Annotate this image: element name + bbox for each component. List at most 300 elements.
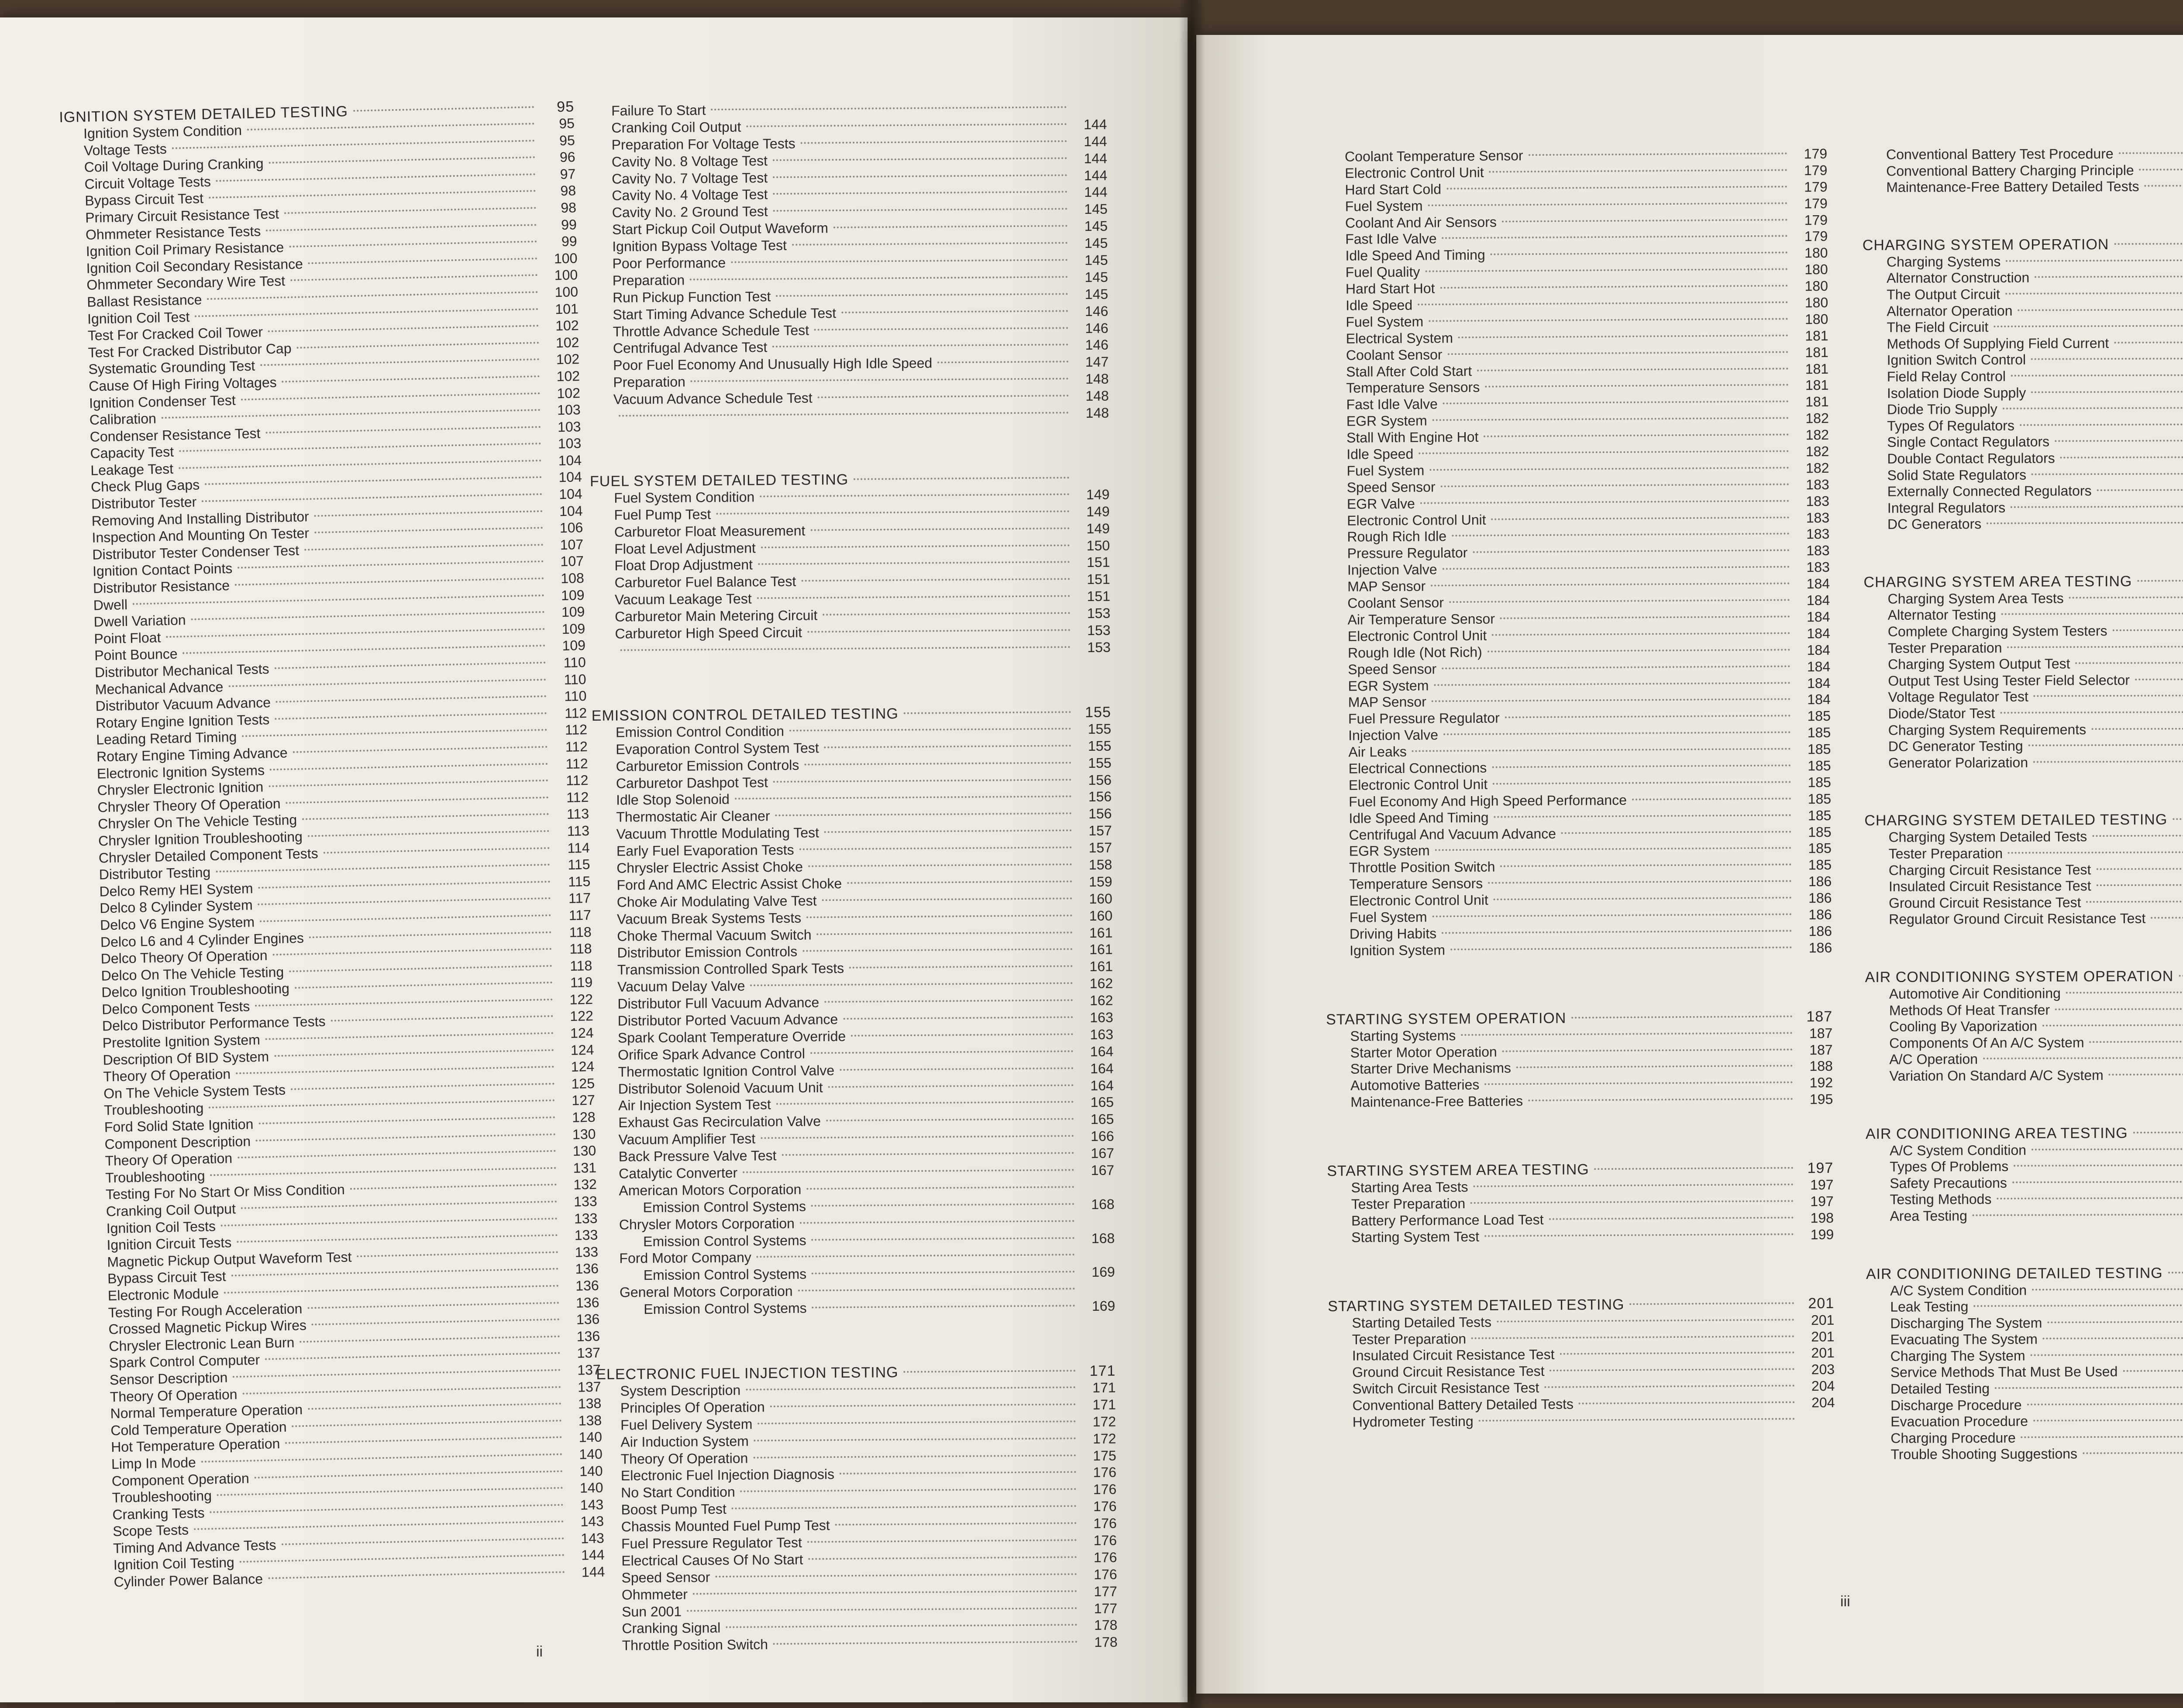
entry-title: Ground Circuit Resistance Test bbox=[1352, 1363, 1545, 1380]
dot-leader bbox=[1502, 1048, 1793, 1052]
toc-entry bbox=[1863, 383, 2183, 401]
toc-entry bbox=[1329, 1411, 1835, 1430]
entry-page-number: 130 bbox=[572, 1142, 596, 1159]
entry-title: Ford Solid State Ignition bbox=[104, 1116, 254, 1135]
entry-page-number: 183 bbox=[1806, 493, 1830, 509]
dot-leader bbox=[773, 1641, 1078, 1645]
dot-leader bbox=[2033, 760, 2183, 763]
dot-leader bbox=[307, 1302, 559, 1309]
dot-leader bbox=[207, 291, 538, 300]
entry-title: Conventional Battery Charging Principle bbox=[1886, 162, 2134, 179]
entry-title: Charging System Detailed Tests bbox=[1888, 828, 2087, 845]
entry-title: Generator Polarization bbox=[1888, 754, 2028, 771]
dot-leader bbox=[308, 258, 537, 264]
entry-title: Delco Theory Of Operation bbox=[100, 947, 268, 967]
section-page-number: 187 bbox=[1806, 1008, 1833, 1025]
entry-page-number: 151 bbox=[1087, 588, 1111, 605]
dot-leader bbox=[1492, 764, 1790, 768]
entry-title: Ignition Circuit Tests bbox=[107, 1234, 232, 1253]
entry-title: Trouble Shooting Suggestions bbox=[1890, 1446, 2078, 1463]
entry-title: Voltage Tests bbox=[83, 141, 167, 158]
dot-leader bbox=[166, 628, 545, 638]
entry-title: Ignition Switch Control bbox=[1887, 352, 2026, 368]
entry-title: System Description bbox=[620, 1382, 741, 1399]
dot-leader bbox=[1420, 500, 1789, 504]
dot-leader bbox=[2123, 1370, 2183, 1372]
toc-entry bbox=[1863, 285, 2183, 302]
entry-title: Theory Of Operation bbox=[105, 1150, 233, 1169]
dot-leader bbox=[331, 1015, 553, 1022]
entry-title: Coolant Temperature Sensor bbox=[1345, 148, 1523, 165]
entry-page-number: 145 bbox=[1084, 201, 1108, 217]
toc-entry bbox=[1863, 399, 2183, 417]
entry-title: Fuel Economy And High Speed Performance bbox=[1349, 792, 1627, 810]
entry-title: Vacuum Leakage Test bbox=[614, 591, 752, 608]
dot-leader bbox=[761, 544, 1070, 548]
entry-title: Types Of Regulators bbox=[1887, 417, 2014, 434]
entry-page-number: 167 bbox=[1091, 1145, 1114, 1162]
dot-leader bbox=[1494, 814, 1791, 818]
dot-leader bbox=[1493, 781, 1791, 784]
entry-page-number: 184 bbox=[1807, 608, 1830, 625]
entry-title: Emission Control Systems bbox=[644, 1300, 807, 1317]
entry-page-number: 115 bbox=[568, 856, 590, 873]
entry-title: Idle Speed And Timing bbox=[1345, 247, 1485, 264]
toc-entry bbox=[1864, 655, 2183, 673]
entry-title: Cavity No. 8 Voltage Test bbox=[611, 152, 768, 170]
dot-leader bbox=[2168, 1271, 2183, 1273]
dot-leader bbox=[801, 578, 1070, 582]
dot-leader bbox=[2014, 1164, 2183, 1167]
dot-leader bbox=[808, 863, 1072, 867]
entry-page-number: 159 bbox=[1088, 873, 1112, 890]
dot-leader bbox=[1983, 1057, 2183, 1059]
dot-leader bbox=[210, 1504, 563, 1513]
entry-page-number: 103 bbox=[558, 435, 582, 452]
entry-page-number: 176 bbox=[1093, 1498, 1117, 1515]
entry-page-number: 137 bbox=[577, 1345, 601, 1361]
dot-leader bbox=[172, 140, 535, 149]
toc-entry bbox=[1862, 178, 2183, 196]
entry-title: Carburetor Float Measurement bbox=[614, 522, 806, 540]
dot-leader bbox=[2007, 645, 2183, 648]
entry-title: Pressure Regulator bbox=[1347, 545, 1468, 562]
entry-title: EGR Valve bbox=[1346, 495, 1415, 512]
entry-title: Fuel Pressure Regulator Test bbox=[621, 1534, 802, 1552]
entry-title: Limp In Mode bbox=[111, 1454, 196, 1472]
dot-leader bbox=[2008, 851, 2183, 854]
entry-page-number: 176 bbox=[1093, 1515, 1117, 1532]
toc-entry bbox=[1864, 704, 2183, 722]
entry-title: Cranking Coil Output bbox=[106, 1201, 236, 1220]
entry-page-number: 160 bbox=[1089, 890, 1112, 907]
dot-leader bbox=[1484, 434, 1789, 437]
toc-column-3 bbox=[1321, 145, 1835, 1483]
dot-leader bbox=[228, 679, 546, 687]
dot-leader bbox=[1505, 715, 1790, 718]
entry-page-number: 155 bbox=[1088, 738, 1112, 754]
entry-title: Ohmmeter Resistance Tests bbox=[85, 223, 261, 243]
entry-page-number: 169 bbox=[1092, 1264, 1115, 1280]
dot-leader bbox=[1441, 483, 1789, 487]
section-title-text: CHARGING SYSTEM AREA TESTING bbox=[1863, 573, 2132, 591]
entry-title: Chrysler Ignition Troubleshooting bbox=[98, 828, 303, 849]
dot-leader bbox=[2047, 1320, 2183, 1323]
dot-leader bbox=[292, 1419, 561, 1427]
entry-title: Coil Voltage During Cranking bbox=[84, 155, 264, 175]
entry-title: Dwell bbox=[93, 596, 128, 613]
dot-leader bbox=[2031, 390, 2183, 393]
toc-entry bbox=[1866, 1281, 2183, 1299]
entry-page-number: 179 bbox=[1804, 145, 1828, 162]
entry-title: Rotary Engine Ignition Tests bbox=[96, 711, 270, 731]
dot-leader bbox=[265, 1352, 560, 1360]
dot-leader bbox=[750, 982, 1073, 986]
entry-page-number: 168 bbox=[1091, 1230, 1115, 1246]
dot-leader bbox=[1452, 533, 1789, 537]
entry-title: Conventional Battery Test Procedure bbox=[1886, 145, 2114, 162]
toc-section bbox=[1327, 1160, 1834, 1246]
entry-page-number: 184 bbox=[1807, 658, 1831, 674]
entry-title: Centrifugal And Vacuum Advance bbox=[1349, 825, 1556, 843]
entry-title: Early Fuel Evaporation Tests bbox=[616, 842, 794, 859]
dot-leader bbox=[840, 1471, 1076, 1475]
entry-page-number: 187 bbox=[1809, 1041, 1833, 1058]
entry-title: Coolant And Air Sensors bbox=[1345, 214, 1497, 231]
entry-page-number: 118 bbox=[569, 940, 592, 957]
entry-title: Condenser Resistance Test bbox=[90, 425, 261, 445]
toc-entry bbox=[1864, 589, 2183, 607]
entry-title: Electrical Connections bbox=[1348, 759, 1487, 777]
entry-page-number: 164 bbox=[1090, 1043, 1114, 1059]
dot-leader bbox=[191, 611, 545, 620]
section-page-number: 155 bbox=[1085, 704, 1111, 721]
section-title-text: AIR CONDITIONING DETAILED TESTING bbox=[1866, 1265, 2163, 1282]
entry-page-number: 133 bbox=[575, 1244, 599, 1260]
dot-leader bbox=[242, 1386, 561, 1394]
entry-title: EGR System bbox=[1349, 842, 1430, 859]
dot-leader bbox=[2028, 744, 2183, 746]
dot-leader bbox=[2035, 275, 2183, 278]
entry-title: Chrysler Electronic Ignition bbox=[97, 779, 264, 798]
dot-leader bbox=[231, 1268, 558, 1277]
toc-entry bbox=[1866, 1445, 2183, 1463]
dot-leader bbox=[201, 1453, 562, 1462]
dot-leader bbox=[753, 1454, 1076, 1458]
dot-leader bbox=[801, 140, 1067, 144]
entry-page-number: 184 bbox=[1807, 625, 1830, 642]
dot-leader bbox=[822, 897, 1072, 901]
entry-page-number: 118 bbox=[569, 957, 592, 974]
toc-entry bbox=[1866, 1395, 2183, 1413]
entry-page-number: 182 bbox=[1805, 443, 1829, 460]
entry-title: EGR System bbox=[1348, 677, 1429, 694]
entry-title: Maintenance-Free Battery Detailed Tests bbox=[1886, 178, 2139, 195]
entry-page-number: 157 bbox=[1088, 839, 1112, 856]
toc-entry bbox=[1864, 687, 2183, 705]
dot-leader bbox=[620, 646, 1071, 651]
dot-leader bbox=[802, 949, 1072, 952]
entry-page-number: 183 bbox=[1806, 526, 1830, 542]
dot-leader bbox=[293, 746, 547, 753]
entry-page-number: 145 bbox=[1084, 218, 1108, 234]
dot-leader bbox=[2173, 818, 2183, 820]
dot-leader bbox=[2012, 1180, 2183, 1183]
entry-page-number: 180 bbox=[1804, 245, 1828, 261]
entry-page-number: 163 bbox=[1090, 1009, 1113, 1025]
dot-leader bbox=[284, 207, 536, 214]
dot-leader bbox=[1594, 1167, 1794, 1170]
entry-page-number: 185 bbox=[1808, 774, 1831, 790]
dot-leader bbox=[1431, 583, 1790, 587]
entry-title: Fuel Delivery System bbox=[620, 1416, 753, 1433]
entry-title: Electrical System bbox=[1346, 330, 1453, 347]
entry-page-number: 178 bbox=[1094, 1617, 1118, 1633]
dot-leader bbox=[353, 106, 534, 112]
dot-leader bbox=[2060, 456, 2183, 459]
dot-leader bbox=[1425, 268, 1787, 272]
dot-leader bbox=[776, 1101, 1074, 1105]
entry-title: Testing For Rough Acceleration bbox=[108, 1300, 303, 1320]
entry-title: Rough Rich Idle bbox=[1347, 528, 1447, 545]
entry-title: Switch Circuit Resistance Test bbox=[1352, 1380, 1539, 1397]
entry-title: Chrysler On The Vehicle Testing bbox=[97, 812, 297, 832]
dot-leader bbox=[773, 208, 1067, 212]
entry-page-number: 131 bbox=[573, 1159, 597, 1176]
entry-page-number: 112 bbox=[565, 722, 588, 738]
section-heading bbox=[1863, 235, 2183, 254]
entry-title: Cause Of High Firing Voltages bbox=[88, 374, 277, 394]
entry-title: Idle Speed And Timing bbox=[1349, 809, 1489, 826]
entry-page-number: 104 bbox=[558, 486, 583, 502]
entry-title: MAP Sensor bbox=[1348, 694, 1426, 711]
entry-title: Capacity Test bbox=[90, 443, 174, 461]
dot-leader bbox=[240, 1554, 565, 1563]
dot-leader bbox=[1429, 467, 1789, 471]
entry-title: The Output Circuit bbox=[1887, 286, 2000, 302]
dot-leader bbox=[735, 796, 1071, 800]
dot-leader bbox=[772, 344, 1068, 348]
entry-title: Air Leaks bbox=[1348, 743, 1407, 760]
entry-page-number: 185 bbox=[1807, 741, 1831, 757]
entry-title: Temperature Sensors bbox=[1349, 875, 1483, 892]
entry-title: Idle Speed bbox=[1346, 446, 1414, 462]
entry-title: Fast Idle Valve bbox=[1346, 396, 1438, 413]
section-heading bbox=[1865, 967, 2183, 986]
entry-title: Delco V6 Engine System bbox=[100, 914, 255, 933]
entry-page-number: 110 bbox=[563, 654, 586, 671]
entry-page-number: 199 bbox=[1810, 1226, 1834, 1242]
entry-page-number: 144 bbox=[581, 1547, 605, 1564]
entry-page-number: 143 bbox=[580, 1496, 604, 1513]
dot-leader bbox=[242, 729, 547, 737]
entry-title: Discharging The System bbox=[1890, 1315, 2042, 1331]
entry-title: Point Float bbox=[94, 629, 161, 647]
dot-leader bbox=[937, 361, 1068, 364]
dot-leader bbox=[812, 1237, 1075, 1241]
entry-page-number: 184 bbox=[1807, 691, 1831, 708]
dot-leader bbox=[792, 242, 1067, 245]
entry-page-number: 96 bbox=[559, 149, 575, 165]
dot-leader bbox=[2031, 1354, 2183, 1356]
dot-leader bbox=[1485, 384, 1788, 388]
entry-page-number: 109 bbox=[562, 637, 586, 654]
entry-title: The Field Circuit bbox=[1887, 319, 1989, 335]
entry-page-number: 179 bbox=[1804, 212, 1828, 228]
dot-leader bbox=[828, 1084, 1074, 1088]
entry-page-number: 176 bbox=[1093, 1481, 1117, 1498]
entry-page-number: 102 bbox=[555, 334, 579, 351]
entry-title: Sun 2001 bbox=[622, 1603, 682, 1620]
entry-page-number: 176 bbox=[1093, 1464, 1117, 1481]
dot-leader bbox=[1544, 1385, 1794, 1388]
dot-leader bbox=[1443, 732, 1790, 735]
entry-page-number: 136 bbox=[576, 1311, 600, 1327]
entry-title: Run Pickup Function Test bbox=[612, 288, 771, 306]
entry-title: Cranking Tests bbox=[112, 1505, 205, 1522]
dot-leader bbox=[217, 1487, 563, 1496]
dot-leader bbox=[256, 1133, 556, 1141]
dot-leader bbox=[776, 293, 1068, 297]
dot-leader bbox=[312, 1319, 559, 1326]
dot-leader bbox=[2031, 357, 2183, 360]
dot-leader bbox=[247, 123, 534, 131]
entry-page-number: 108 bbox=[561, 570, 585, 587]
entry-title: Delco Component Tests bbox=[101, 998, 250, 1017]
dot-leader bbox=[210, 1167, 556, 1176]
dot-leader bbox=[814, 327, 1068, 330]
toc-section bbox=[1863, 235, 2183, 533]
entry-title: Preparation For Voltage Tests bbox=[611, 135, 795, 153]
entry-title: Ignition System Condition bbox=[83, 122, 242, 141]
entry-title: Ohmmeter bbox=[621, 1586, 688, 1603]
dot-leader bbox=[285, 1437, 562, 1444]
toc-entry bbox=[1866, 1190, 2183, 1208]
toc-entry bbox=[1863, 515, 2183, 533]
toc-entry bbox=[1866, 1428, 2183, 1446]
dot-leader bbox=[1500, 864, 1791, 867]
entry-title: Field Relay Control bbox=[1887, 368, 2006, 385]
toc-section bbox=[592, 704, 1116, 1318]
entry-title: Air Temperature Sensor bbox=[1347, 611, 1495, 628]
entry-title: Externally Connected Regulators bbox=[1887, 483, 2092, 499]
entry-title: Fuel System bbox=[1349, 909, 1427, 925]
entry-title: Point Bounce bbox=[94, 646, 178, 663]
entry-page-number: 95 bbox=[559, 132, 575, 148]
toc-entry bbox=[1863, 318, 2183, 336]
dot-leader bbox=[804, 762, 1071, 765]
entry-page-number: 95 bbox=[558, 115, 575, 132]
dot-leader bbox=[205, 476, 542, 485]
entry-page-number: 162 bbox=[1089, 975, 1113, 992]
entry-page-number: 181 bbox=[1805, 344, 1828, 360]
entry-title: Normal Temperature Operation bbox=[110, 1402, 303, 1422]
entry-page-number: 145 bbox=[1084, 235, 1108, 251]
entry-page-number: 113 bbox=[567, 822, 590, 839]
entry-title: Preparation bbox=[612, 272, 685, 289]
entry-page-number: 156 bbox=[1088, 789, 1112, 805]
dot-leader bbox=[746, 123, 1067, 127]
dot-leader bbox=[1470, 1200, 1794, 1204]
toc-entry bbox=[1865, 910, 2183, 928]
dot-leader bbox=[281, 1537, 564, 1545]
entry-title: Delco Ignition Troubleshooting bbox=[101, 980, 290, 1000]
dot-leader bbox=[2119, 152, 2183, 154]
entry-page-number: 102 bbox=[555, 317, 579, 334]
dot-leader bbox=[2011, 374, 2183, 377]
dot-leader bbox=[757, 595, 1070, 599]
entry-page-number: 155 bbox=[1088, 755, 1112, 771]
entry-page-number: 184 bbox=[1806, 576, 1830, 592]
dot-leader bbox=[1579, 1402, 1795, 1405]
entry-title: Complete Charging System Testers bbox=[1887, 623, 2107, 639]
entry-title: Carburetor Emission Controls bbox=[616, 757, 799, 774]
entry-page-number: 138 bbox=[578, 1395, 602, 1412]
dot-leader bbox=[833, 225, 1067, 229]
entry-page-number: 102 bbox=[556, 368, 580, 385]
dot-leader bbox=[806, 914, 1072, 918]
dot-leader bbox=[1550, 1368, 1795, 1371]
dot-leader bbox=[800, 1220, 1074, 1223]
dot-leader bbox=[1412, 748, 1791, 752]
entry-page-number: 102 bbox=[556, 351, 580, 368]
entry-page-number: 146 bbox=[1085, 320, 1109, 336]
dot-leader bbox=[2005, 292, 2183, 295]
entry-title: Back Pressure Valve Test bbox=[618, 1148, 777, 1165]
entry-page-number: 117 bbox=[568, 907, 592, 923]
dot-leader bbox=[308, 1403, 561, 1410]
entry-title: Vacuum Advance Schedule Test bbox=[613, 390, 813, 407]
dot-leader bbox=[1973, 1304, 2183, 1307]
entry-title: Bypass Circuit Test bbox=[107, 1268, 226, 1287]
entry-title: Voltage Regulator Test bbox=[1888, 689, 2028, 705]
dot-leader bbox=[216, 864, 550, 873]
entry-title: Primary Circuit Resistance Test bbox=[85, 206, 279, 226]
dot-leader bbox=[2109, 1073, 2183, 1076]
entry-title: Detailed Testing bbox=[1890, 1381, 1990, 1397]
entry-page-number: 179 bbox=[1804, 179, 1828, 195]
dot-leader bbox=[798, 1288, 1075, 1291]
entry-title: Stall With Engine Hot bbox=[1346, 429, 1479, 446]
entry-page-number: 144 bbox=[581, 1564, 605, 1580]
dot-leader bbox=[1442, 235, 1788, 239]
dot-leader bbox=[1440, 285, 1787, 289]
entry-title: Cranking Coil Output bbox=[611, 119, 741, 136]
entry-title: Check Plug Gaps bbox=[90, 477, 200, 495]
entry-page-number: 156 bbox=[1088, 772, 1112, 788]
entry-title: Float Drop Adjustment bbox=[614, 557, 753, 574]
dot-leader bbox=[290, 274, 537, 281]
entry-title: Air Induction System bbox=[620, 1433, 749, 1450]
page-number-right: iii bbox=[1840, 1593, 1850, 1610]
dot-leader bbox=[2087, 900, 2183, 903]
entry-title: Boost Pump Test bbox=[621, 1501, 727, 1518]
toc-entry bbox=[591, 639, 1111, 660]
entry-page-number: 99 bbox=[561, 216, 577, 233]
dot-leader bbox=[179, 443, 541, 452]
entry-page-number: 185 bbox=[1808, 757, 1831, 774]
dot-leader bbox=[823, 612, 1070, 615]
dot-leader bbox=[238, 1150, 556, 1158]
toc-section bbox=[1321, 145, 1832, 959]
entry-title: Throttle Advance Schedule Test bbox=[613, 322, 809, 340]
entry-title: Stall After Cold Start bbox=[1346, 363, 1472, 380]
dot-leader bbox=[691, 378, 1069, 382]
dot-leader bbox=[740, 1488, 1077, 1492]
entry-title: Components Of An A/C System bbox=[1889, 1034, 2084, 1051]
dot-leader bbox=[824, 745, 1071, 748]
entry-page-number: 149 bbox=[1086, 486, 1110, 502]
